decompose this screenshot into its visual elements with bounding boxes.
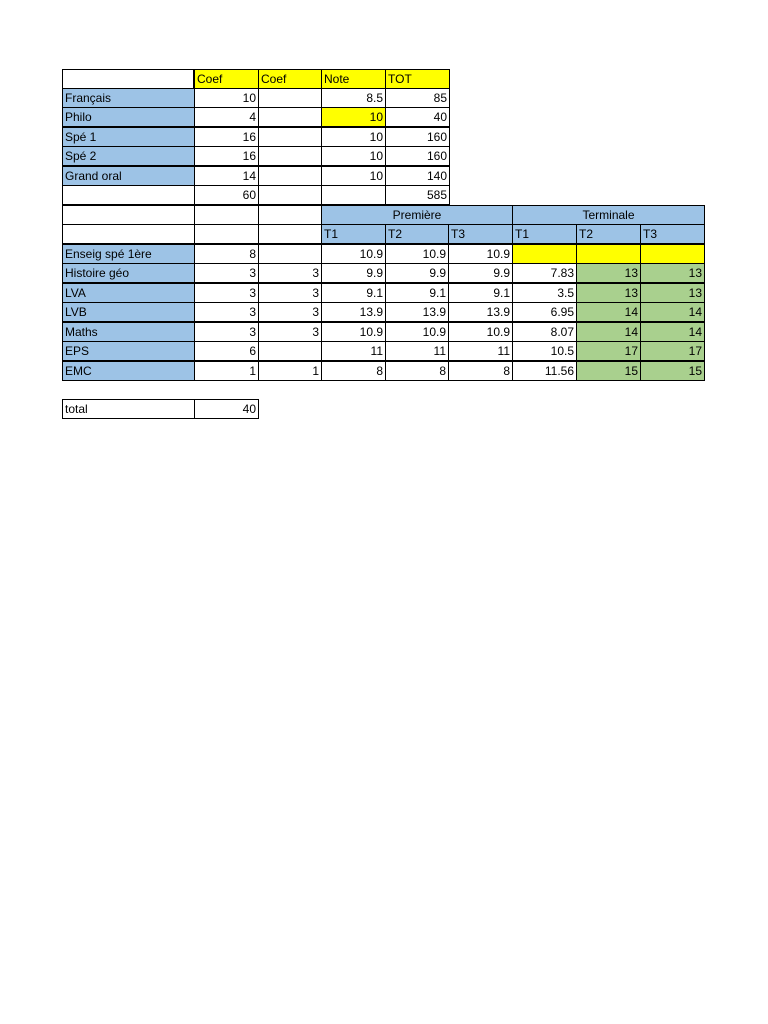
cell-bac-label[interactable]: Français bbox=[62, 88, 195, 108]
cell-bac-coef[interactable]: 14 bbox=[194, 166, 259, 186]
cell-cc-terminale-t3[interactable]: 15 bbox=[640, 361, 705, 381]
cell-bac-coef[interactable]: 10 bbox=[194, 88, 259, 108]
cell-total-label[interactable]: total bbox=[62, 399, 195, 419]
cell-term-header[interactable]: T3 bbox=[448, 224, 513, 244]
cell-cc-coef[interactable]: 8 bbox=[194, 244, 259, 264]
cell-cc-terminale-t1[interactable]: 10.5 bbox=[512, 341, 577, 361]
cell-empty[interactable] bbox=[62, 185, 195, 205]
cell-empty[interactable] bbox=[194, 224, 259, 244]
cell-header-coef1[interactable]: Coef bbox=[194, 69, 259, 89]
cell-cc-terminale-t1[interactable]: 7.83 bbox=[512, 263, 577, 283]
cell-empty[interactable] bbox=[62, 224, 195, 244]
cell-empty[interactable] bbox=[258, 185, 322, 205]
cell-coef-total[interactable]: 60 bbox=[194, 185, 259, 205]
cell-header-tot[interactable]: TOT bbox=[385, 69, 450, 89]
cell-cc-terminale-t1[interactable]: 11.56 bbox=[512, 361, 577, 381]
cell-empty[interactable] bbox=[258, 224, 322, 244]
cell-header-label[interactable] bbox=[62, 69, 194, 89]
cell-bac-tot[interactable]: 140 bbox=[385, 166, 450, 186]
cell-cc-coef2[interactable]: 1 bbox=[258, 361, 322, 381]
cell-cc-premiere-t1[interactable]: 9.9 bbox=[321, 263, 386, 283]
cell-cc-coef[interactable]: 1 bbox=[194, 361, 259, 381]
cell-cc-coef2[interactable] bbox=[258, 341, 322, 361]
cell-bac-coef2[interactable] bbox=[258, 127, 322, 147]
cell-cc-coef[interactable]: 3 bbox=[194, 302, 259, 322]
cell-cc-premiere-t2[interactable]: 10.9 bbox=[385, 322, 449, 342]
cell-cc-terminale-t2[interactable]: 14 bbox=[576, 302, 641, 322]
cell-cc-terminale-t3[interactable]: 17 bbox=[640, 341, 705, 361]
cell-cc-premiere-t1[interactable]: 10.9 bbox=[321, 244, 386, 264]
cell-cc-coef2[interactable] bbox=[258, 244, 322, 264]
cell-cc-premiere-t3[interactable]: 11 bbox=[448, 341, 513, 361]
cell-cc-terminale-t3[interactable]: 13 bbox=[640, 283, 705, 303]
cell-term-header[interactable]: T1 bbox=[512, 224, 577, 244]
cell-term-header[interactable]: T1 bbox=[321, 224, 386, 244]
cell-cc-premiere-t2[interactable]: 11 bbox=[385, 341, 449, 361]
cell-bac-coef[interactable]: 16 bbox=[194, 127, 259, 147]
cell-bac-coef2[interactable] bbox=[258, 146, 322, 166]
cell-cc-terminale-t2[interactable]: 13 bbox=[576, 283, 641, 303]
cell-empty[interactable] bbox=[62, 205, 195, 225]
cell-header-coef2[interactable]: Coef bbox=[258, 69, 322, 89]
cell-cc-premiere-t1[interactable]: 13.9 bbox=[321, 302, 386, 322]
cell-empty[interactable] bbox=[194, 205, 259, 225]
cell-bac-note-selected[interactable]: 10 bbox=[321, 107, 386, 127]
cell-bac-label[interactable]: Philo bbox=[62, 107, 195, 127]
cell-cc-coef[interactable]: 6 bbox=[194, 341, 259, 361]
cell-bac-note[interactable]: 10 bbox=[321, 166, 386, 186]
cell-bac-label[interactable]: Spé 2 bbox=[62, 146, 195, 166]
cell-cc-label[interactable]: EPS bbox=[62, 341, 195, 361]
cell-cc-premiere-t2[interactable]: 9.1 bbox=[385, 283, 449, 303]
cell-bac-tot[interactable]: 160 bbox=[385, 146, 450, 166]
cell-term-header[interactable]: T3 bbox=[640, 224, 705, 244]
cell-bac-tot[interactable]: 40 bbox=[385, 107, 450, 127]
cell-cc-premiere-t3[interactable]: 10.9 bbox=[448, 322, 513, 342]
cell-cc-terminale-t2[interactable]: 17 bbox=[576, 341, 641, 361]
cell-cc-terminale-t1[interactable] bbox=[512, 244, 577, 264]
cell-bac-label[interactable]: Spé 1 bbox=[62, 127, 195, 147]
cell-cc-premiere-t1[interactable]: 11 bbox=[321, 341, 386, 361]
cell-cc-premiere-t3[interactable]: 8 bbox=[448, 361, 513, 381]
cell-cc-label[interactable]: EMC bbox=[62, 361, 195, 381]
cell-cc-premiere-t3[interactable]: 10.9 bbox=[448, 244, 513, 264]
cell-term-header[interactable]: T2 bbox=[576, 224, 641, 244]
cell-cc-coef[interactable]: 3 bbox=[194, 283, 259, 303]
cell-total-value[interactable]: 40 bbox=[194, 399, 259, 419]
cell-cc-label[interactable]: LVA bbox=[62, 283, 195, 303]
cell-cc-coef[interactable]: 3 bbox=[194, 322, 259, 342]
cell-cc-premiere-t2[interactable]: 10.9 bbox=[385, 244, 449, 264]
cell-cc-premiere-t1[interactable]: 8 bbox=[321, 361, 386, 381]
cell-cc-premiere-t3[interactable]: 13.9 bbox=[448, 302, 513, 322]
cell-cc-premiere-t2[interactable]: 13.9 bbox=[385, 302, 449, 322]
cell-bac-coef[interactable]: 16 bbox=[194, 146, 259, 166]
cell-cc-terminale-t1[interactable]: 8.07 bbox=[512, 322, 577, 342]
cell-cc-terminale-t3[interactable]: 14 bbox=[640, 322, 705, 342]
cell-cc-premiere-t3[interactable]: 9.9 bbox=[448, 263, 513, 283]
cell-bac-note[interactable]: 10 bbox=[321, 127, 386, 147]
cell-cc-coef2[interactable]: 3 bbox=[258, 322, 322, 342]
cell-bac-label[interactable]: Grand oral bbox=[62, 166, 195, 186]
cell-empty[interactable] bbox=[321, 185, 386, 205]
cell-cc-coef2[interactable]: 3 bbox=[258, 283, 322, 303]
cell-tot-total[interactable]: 585 bbox=[385, 185, 450, 205]
cell-cc-terminale-t2[interactable]: 13 bbox=[576, 263, 641, 283]
cell-cc-premiere-t1[interactable]: 9.1 bbox=[321, 283, 386, 303]
cell-bac-tot[interactable]: 160 bbox=[385, 127, 450, 147]
cell-cc-label[interactable]: Maths bbox=[62, 322, 195, 342]
cell-bac-coef2[interactable] bbox=[258, 107, 322, 127]
cell-cc-label[interactable]: Histoire géo bbox=[62, 263, 195, 283]
cell-term-header[interactable]: T2 bbox=[385, 224, 449, 244]
cell-cc-premiere-t2[interactable]: 9.9 bbox=[385, 263, 449, 283]
cell-cc-coef2[interactable]: 3 bbox=[258, 263, 322, 283]
cell-bac-tot[interactable]: 85 bbox=[385, 88, 450, 108]
cell-cc-terminale-t3[interactable]: 14 bbox=[640, 302, 705, 322]
cell-cc-terminale-t2[interactable]: 15 bbox=[576, 361, 641, 381]
cell-cc-terminale-t1[interactable]: 6.95 bbox=[512, 302, 577, 322]
cell-cc-terminale-t3[interactable]: 13 bbox=[640, 263, 705, 283]
cell-cc-terminale-t2[interactable]: 14 bbox=[576, 322, 641, 342]
cell-cc-terminale-t3[interactable] bbox=[640, 244, 705, 264]
cell-bac-coef2[interactable] bbox=[258, 88, 322, 108]
cell-period-premiere[interactable]: Première bbox=[321, 205, 513, 225]
cell-cc-terminale-t1[interactable]: 3.5 bbox=[512, 283, 577, 303]
cell-cc-terminale-t2[interactable] bbox=[576, 244, 641, 264]
cell-bac-coef[interactable]: 4 bbox=[194, 107, 259, 127]
cell-period-terminale[interactable]: Terminale bbox=[512, 205, 705, 225]
cell-empty[interactable] bbox=[258, 205, 322, 225]
cell-header-note[interactable]: Note bbox=[321, 69, 386, 89]
cell-cc-coef2[interactable]: 3 bbox=[258, 302, 322, 322]
cell-bac-coef2[interactable] bbox=[258, 166, 322, 186]
cell-bac-note[interactable]: 8.5 bbox=[321, 88, 386, 108]
cell-bac-note[interactable]: 10 bbox=[321, 146, 386, 166]
cell-cc-premiere-t2[interactable]: 8 bbox=[385, 361, 449, 381]
cell-cc-label[interactable]: LVB bbox=[62, 302, 195, 322]
cell-cc-premiere-t1[interactable]: 10.9 bbox=[321, 322, 386, 342]
cell-cc-coef[interactable]: 3 bbox=[194, 263, 259, 283]
cell-cc-label[interactable]: Enseig spé 1ère bbox=[62, 244, 195, 264]
cell-cc-premiere-t3[interactable]: 9.1 bbox=[448, 283, 513, 303]
